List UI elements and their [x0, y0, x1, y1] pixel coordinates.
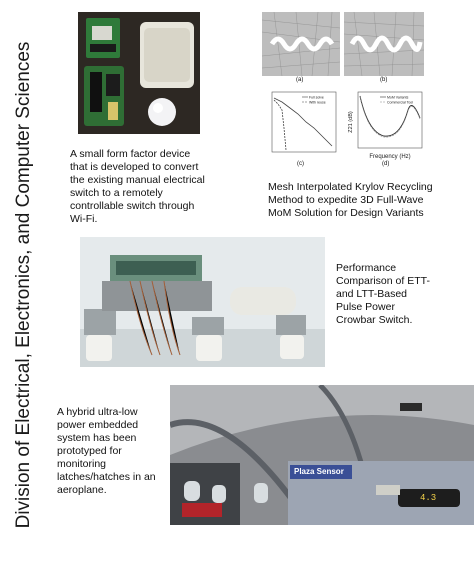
display-reading: 4.3 — [420, 493, 437, 503]
wifi-switch-caption: A small form factor device that is developed to convert the existing manual electrical switch to a remotely controllable switch through Wi-Fi. — [70, 148, 205, 225]
legend-c-0: Full solve — [309, 95, 324, 100]
crowbar-caption: Performance Comparison of ETT- and LTT-Based Pulse Power Crowbar Switch. — [336, 262, 430, 326]
legend-d-0: MoM Variants — [387, 95, 409, 100]
y-axis-d: Z21 (dB) — [348, 111, 354, 133]
legend-d-1: Commercial Tool — [387, 100, 413, 105]
convergence-plot-c — [262, 88, 340, 168]
z21-plot-d — [344, 88, 426, 168]
aeroplane-caption: A hybrid ultra-low power embedded system has been prototyped for monitoring latches/hatches in an aeroplane. — [57, 406, 156, 496]
mesh-plot-b — [344, 12, 424, 76]
wifi-switch-device-photo — [78, 12, 200, 134]
mesh-plot-a — [262, 12, 340, 76]
page-title: Division of Electrical, Electronics, and Computer Sciences — [13, 41, 34, 529]
crowbar-switch-photo — [80, 237, 325, 367]
label-b: (b) — [380, 77, 388, 83]
x-axis-d: Frequency (Hz) — [369, 154, 411, 160]
label-a: (a) — [296, 77, 304, 83]
label-d: (d) — [382, 161, 390, 167]
sign-label: Plaza Sensor — [294, 467, 344, 476]
legend-c-1: With reuse — [309, 100, 326, 105]
aeroplane-cabin-photo — [170, 385, 474, 525]
krylov-caption: Mesh Interpolated Krylov Recycling Method to expedite 3D Full-Wave MoM Solution for Design Variants — [268, 181, 433, 219]
label-c: (c) — [297, 161, 304, 167]
